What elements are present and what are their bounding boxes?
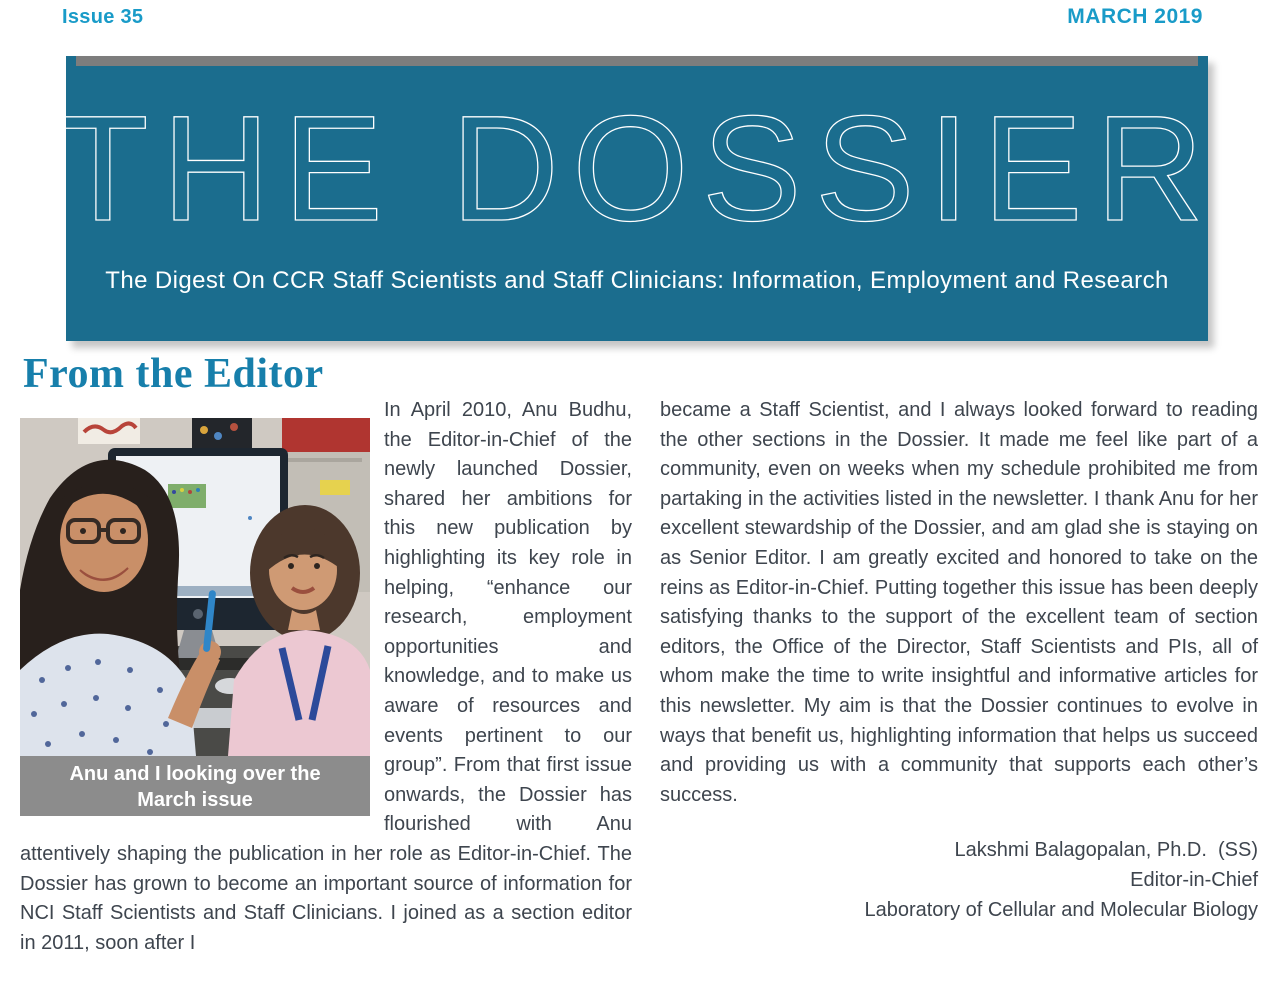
editor-photo — [20, 418, 370, 756]
issue-number: Issue 35 — [62, 6, 144, 28]
editor-photo-block — [20, 418, 370, 816]
banner-top-strip — [76, 56, 1198, 66]
signoff-block — [660, 836, 1258, 925]
photo-screen-thumbnail — [168, 484, 206, 508]
section-heading: From the Editor — [23, 351, 324, 397]
photo-poster — [192, 418, 252, 448]
article-text-right: became a Staff Scientist, and I always looked forward to reading the other sections in the Dossier. It made me feel like part of a community, even on weeks when my schedule prohibited me from partaking in the activities listed in the newsletter. I thank Anu for her excellent stewardship of the Dossier, and am glad she is staying on as Senior Editor. I am greatly excited and honored to take on the reins as Editor-in-Chief. Putting together this issue has been deeply satisfying thanks to the support of the excellent team of section editors, the Office of the Director, Staff Scientists and PIs, all of whom make the time to write insightful and informative articles for this newsletter. My aim is that the Dossier continues to evolve in ways that benefit us, highlighting information that helps us succeed and providing us with a community that supports each other’s success. — [660, 399, 1258, 806]
newsletter-subtitle: The Digest On CCR Staff Scientists and Staff Clinicians: Information, Employment and Research — [105, 267, 1169, 294]
article-left-column — [20, 396, 632, 958]
issue-date: MARCH 2019 — [1067, 5, 1203, 28]
photo-red-equipment — [282, 418, 370, 456]
photo-sticky-note — [320, 480, 350, 495]
newsletter-banner — [57, 56, 1217, 341]
signoff-lab: Laboratory of Cellular and Molecular Biology — [864, 898, 1258, 921]
newsletter-title: THE DOSSIER — [57, 84, 1217, 252]
signoff-title: Editor-in-Chief — [1130, 868, 1258, 891]
article-text-left: In April 2010, Anu Budhu, the Editor-in-Chief of the newly launched Dossier, shared her ambitions for this new publication by highlighting its key role in helping, “enhance our research, employment opportunities and knowledge, and to make us aware of resources and events pertinent to our group”. From that first issue onwards, the Dossier has flourished with Anu attentively shaping the publication in her role as Editor-in-Chief. The Dossier has grown to become an important source of information for NCI Staff Scientists and Staff Clinicians. I joined as a section editor in 2011, soon after I — [20, 399, 632, 954]
photo-apple-logo — [193, 609, 203, 619]
photo-caption: Anu and I looking over the March issue — [20, 756, 370, 816]
article-right-column — [660, 396, 1258, 925]
signoff-name: Lakshmi Balagopalan, Ph.D. (SS) — [954, 839, 1258, 862]
